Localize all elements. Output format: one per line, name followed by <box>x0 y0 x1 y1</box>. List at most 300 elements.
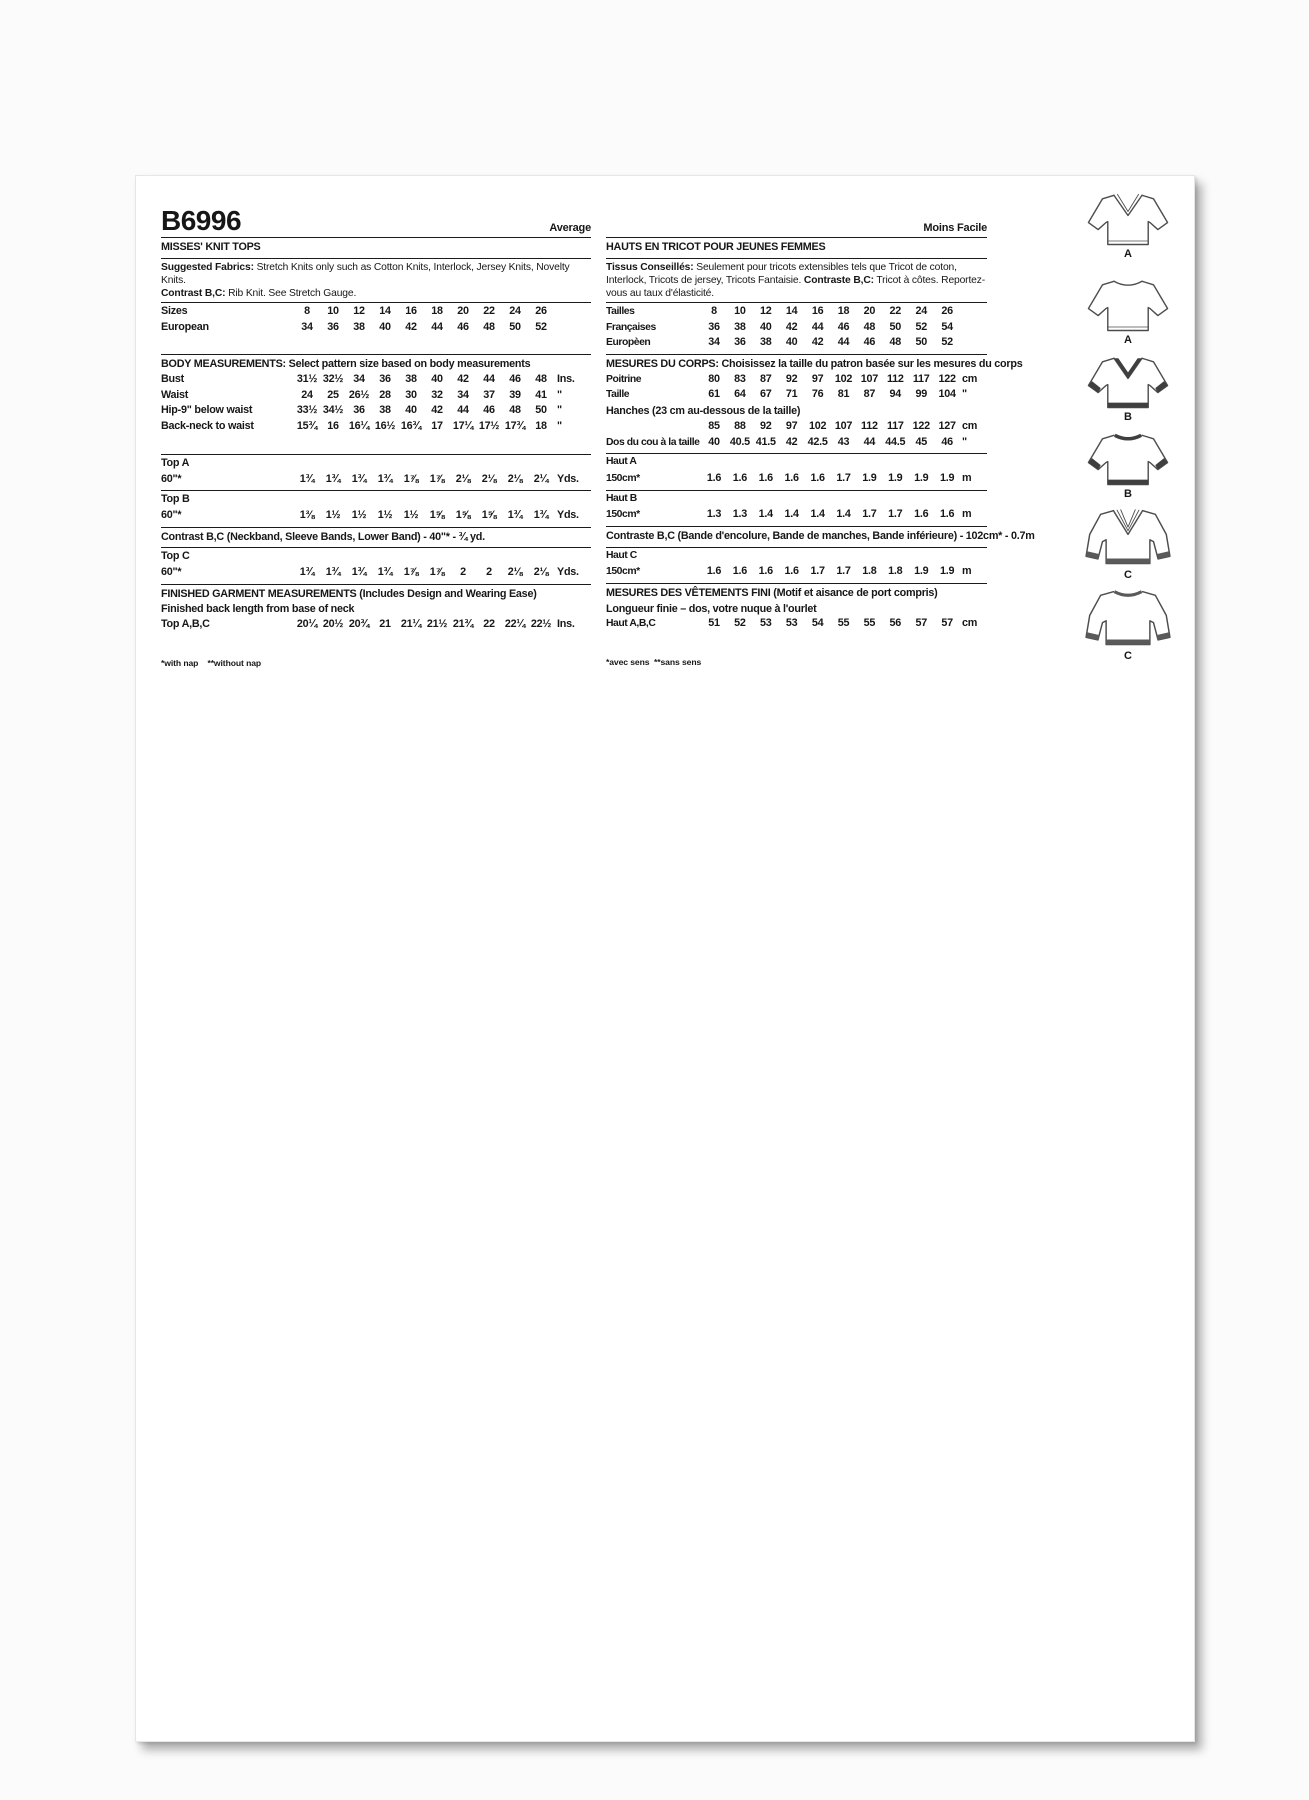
unit-cell: Yds. <box>557 472 579 485</box>
value-cell: 1¾ <box>377 565 393 578</box>
value-cell: 87 <box>760 372 772 385</box>
value-cell: 85 <box>708 419 720 432</box>
row-values <box>294 420 554 432</box>
value-cell: 1.6 <box>706 565 722 578</box>
table-row <box>606 565 987 581</box>
value-cell: 31½ <box>296 373 318 386</box>
unit-cell: m <box>962 565 972 578</box>
nap-footnote-fr <box>606 657 987 667</box>
value-cell: 48 <box>535 373 547 386</box>
value-cell: 1½ <box>351 508 367 521</box>
value-cell: 40 <box>708 435 720 448</box>
row-label: 60"* <box>161 508 182 521</box>
spacer <box>161 336 591 352</box>
value-cell: 24 <box>509 304 521 317</box>
top-c-front-illustration <box>1082 507 1174 569</box>
difficulty-label-en: Average <box>549 222 591 234</box>
value-cell: 104 <box>938 388 956 401</box>
row-label: Top A <box>161 456 190 469</box>
value-cell: 44 <box>811 320 824 333</box>
nap-footnote-en <box>161 658 591 668</box>
bold-text: Contrast B,C (Neckband, Sleeve Bands, Lower Band) <box>161 530 421 543</box>
bold-text: Tissus Conseillés: <box>606 261 694 273</box>
top-c-back-illustration <box>1082 588 1174 650</box>
value-cell: 1.9 <box>914 565 929 578</box>
longueur-finie-heading <box>606 602 987 618</box>
contrast-note-en <box>161 530 591 546</box>
value-cell: 40 <box>785 336 798 349</box>
garment-illustrations <box>1078 190 1178 669</box>
value-cell: 22¼ <box>504 618 526 631</box>
value-cell: 39 <box>509 388 521 401</box>
value-cell: 1.7 <box>810 565 825 578</box>
value-cell: 17¾ <box>504 420 526 433</box>
value-cell: 34 <box>301 320 313 333</box>
value-cell: 8 <box>711 304 717 317</box>
row-label: 150cm* <box>606 566 640 578</box>
value-cell: 1⅝ <box>455 508 471 521</box>
row-values <box>294 321 554 333</box>
unit-cell: " <box>557 388 562 401</box>
title-row <box>161 202 591 235</box>
top-b-back-illustration <box>1082 430 1174 488</box>
english-column <box>161 202 591 668</box>
value-cell: 1.3 <box>706 508 722 521</box>
garment-label: A <box>1124 248 1132 260</box>
text: - 40"* - ¾ yd. <box>420 530 485 543</box>
value-cell: 1.6 <box>706 471 722 484</box>
value-cell: 48 <box>509 404 521 417</box>
table-row <box>161 373 591 389</box>
divider-rule <box>161 454 591 455</box>
table-row <box>161 404 591 420</box>
bold-text: Finished back length from base of neck <box>161 603 355 616</box>
table-row <box>606 436 987 452</box>
value-cell: 40 <box>379 320 391 333</box>
value-cell: 122 <box>938 372 956 385</box>
spacer <box>606 633 987 657</box>
row-label: Poitrine <box>606 373 642 385</box>
row-values <box>701 617 960 629</box>
bold-text: Longueur finie – dos, votre nuque à l'ourlet <box>606 602 817 615</box>
row-label: Haut B <box>606 492 637 504</box>
value-cell: 97 <box>785 419 798 432</box>
value-cell: 24 <box>301 388 313 401</box>
value-cell: 43 <box>837 435 850 448</box>
bold-text: Hanches (23 cm au-dessous de la taille) <box>606 405 801 418</box>
value-cell: 38 <box>734 320 746 333</box>
text: - 102cm* - 0.7m <box>956 529 1035 542</box>
garment-label: A <box>1124 334 1132 346</box>
table-row <box>606 493 987 509</box>
value-cell: 45 <box>915 435 927 448</box>
value-cell: 1½ <box>403 508 419 521</box>
bold-text: Contraste B,C: <box>803 274 874 286</box>
hanches-heading <box>606 404 987 420</box>
divider-rule <box>161 547 591 548</box>
value-cell: 8 <box>304 304 310 317</box>
value-cell: 44 <box>837 336 850 349</box>
value-cell: 44 <box>431 320 443 333</box>
table-row <box>606 388 987 404</box>
value-cell: 2⅛ <box>507 565 523 578</box>
value-cell: 2⅛ <box>507 472 523 485</box>
value-cell: 1.9 <box>939 565 955 578</box>
value-cell: 1¾ <box>325 472 341 485</box>
value-cell: 34 <box>457 388 469 401</box>
value-cell: 46 <box>837 320 850 333</box>
value-cell: 55 <box>837 617 850 630</box>
value-cell: 1½ <box>377 508 393 521</box>
value-cell: 1.6 <box>758 565 773 578</box>
value-cell: 81 <box>837 388 850 401</box>
row-values <box>701 321 960 333</box>
value-cell: 94 <box>889 388 902 401</box>
value-cell: 36 <box>327 320 339 333</box>
bold-text: Suggested Fabrics: <box>161 261 254 273</box>
value-cell: 20¼ <box>296 618 318 631</box>
value-cell: 1.8 <box>862 565 877 578</box>
value-cell: 1.6 <box>810 471 825 484</box>
value-cell: 1.4 <box>836 508 851 521</box>
value-cell: 1.9 <box>939 471 955 484</box>
value-cell: 2¼ <box>533 472 549 485</box>
value-cell: 16 <box>405 304 417 317</box>
value-cell: 1.4 <box>784 508 799 521</box>
value-cell: 52 <box>734 617 746 630</box>
value-cell: 22½ <box>530 618 552 631</box>
garment-view-b-front <box>1078 353 1178 423</box>
table-row <box>161 618 591 634</box>
value-cell: 92 <box>785 372 798 385</box>
unit-cell: " <box>962 388 967 401</box>
value-cell: 2 <box>486 565 492 578</box>
value-cell: 22 <box>483 618 495 631</box>
section-title-en <box>161 240 591 256</box>
value-cell: 1.6 <box>732 565 747 578</box>
row-label: 150cm* <box>606 472 640 484</box>
value-cell: 50 <box>889 320 902 333</box>
unit-cell: " <box>557 404 562 417</box>
value-cell: 1.8 <box>888 565 903 578</box>
row-values <box>294 509 554 521</box>
divider-rule <box>161 527 591 528</box>
value-cell: 14 <box>785 304 798 317</box>
value-cell: 46 <box>483 404 495 417</box>
row-values <box>294 618 554 630</box>
value-cell: 34 <box>353 373 365 386</box>
value-cell: 1⅞ <box>429 565 445 578</box>
value-cell: 61 <box>708 388 720 401</box>
value-cell: 48 <box>483 320 495 333</box>
value-cell: 44 <box>457 404 469 417</box>
row-values <box>701 420 960 432</box>
fabrics-note-fr <box>606 261 987 300</box>
top-b-front-illustration <box>1082 353 1174 411</box>
value-cell: 1.9 <box>888 471 903 484</box>
value-cell: 127 <box>938 419 956 432</box>
value-cell: 1⅞ <box>403 472 419 485</box>
value-cell: 44 <box>863 435 876 448</box>
top-a-front-illustration <box>1082 190 1174 248</box>
text: Rib Knit. See Stretch Gauge. <box>225 287 357 299</box>
garment-label: B <box>1124 488 1132 500</box>
value-cell: 55 <box>863 617 876 630</box>
table-row <box>606 550 987 566</box>
row-values <box>294 473 554 485</box>
value-cell: 97 <box>811 372 824 385</box>
row-values <box>701 373 960 385</box>
table-row <box>606 373 987 389</box>
value-cell: 1½ <box>325 508 341 521</box>
value-cell: 1.6 <box>758 471 773 484</box>
divider-rule <box>161 490 591 491</box>
row-label: Haut C <box>606 549 637 561</box>
french-column <box>606 202 1035 668</box>
pattern-number: B6996 <box>161 205 242 236</box>
row-label: Françaises <box>606 321 656 333</box>
value-cell: 22 <box>889 304 902 317</box>
table-row <box>161 321 591 337</box>
value-cell: 1.3 <box>732 508 747 521</box>
bold-text: FINISHED GARMENT MEASUREMENTS (Includes Design and Wearing Ease) <box>161 587 537 600</box>
row-values <box>294 404 554 416</box>
table-row <box>606 321 987 337</box>
table-row <box>161 473 591 489</box>
table-row <box>161 457 591 473</box>
value-cell: 107 <box>834 419 853 432</box>
value-cell: 1⅜ <box>299 508 315 521</box>
table-row <box>606 617 987 633</box>
row-values <box>701 508 960 520</box>
value-cell: 28 <box>379 388 391 401</box>
text: Stretch Knits only such as Cotton Knits, Interlock, Jersey Knits, Novelty Knits. <box>161 261 570 286</box>
value-cell: 1.6 <box>732 471 747 484</box>
row-label: Bust <box>161 373 184 386</box>
divider-rule <box>606 547 987 548</box>
value-cell: 26 <box>941 304 953 317</box>
value-cell: 38 <box>760 336 772 349</box>
value-cell: 41.5 <box>755 435 776 448</box>
value-cell: 117 <box>886 419 904 432</box>
text: *with nap **without nap <box>161 657 262 668</box>
value-cell: 18 <box>431 304 443 317</box>
divider-rule <box>606 258 987 259</box>
value-cell: 42 <box>785 435 798 448</box>
value-cell: 1.6 <box>914 508 929 521</box>
garment-view-c-front <box>1078 507 1178 581</box>
value-cell: 42 <box>405 320 417 333</box>
value-cell: 42 <box>811 336 824 349</box>
value-cell: 21½ <box>426 618 448 631</box>
unit-cell: cm <box>962 419 978 432</box>
value-cell: 1.7 <box>888 508 903 521</box>
unit-cell: Ins. <box>557 618 575 631</box>
value-cell: 38 <box>379 404 391 417</box>
table-row <box>161 389 591 405</box>
value-cell: 42.5 <box>807 435 828 448</box>
value-cell: 36 <box>353 404 365 417</box>
divider-rule <box>606 453 987 454</box>
value-cell: 17¼ <box>452 420 474 433</box>
table-row <box>161 566 591 582</box>
value-cell: 17 <box>431 420 443 433</box>
table-row <box>161 550 591 566</box>
divider-rule <box>606 526 987 527</box>
value-cell: 40 <box>405 404 417 417</box>
value-cell: 2 <box>460 565 466 578</box>
value-cell: 1⅞ <box>403 565 419 578</box>
value-cell: 24 <box>915 304 927 317</box>
value-cell: 87 <box>863 388 876 401</box>
value-cell: 46 <box>457 320 469 333</box>
table-row <box>161 305 591 321</box>
row-values <box>294 373 554 385</box>
value-cell: 20 <box>457 304 469 317</box>
value-cell: 122 <box>912 419 930 432</box>
value-cell: 46 <box>509 373 521 386</box>
bold-text: HAUTS EN TRICOT POUR JEUNES FEMMES <box>606 241 826 253</box>
table-row <box>161 493 591 509</box>
value-cell: 1¾ <box>377 472 393 485</box>
value-cell: 2⅛ <box>455 472 471 485</box>
row-label: Top A,B,C <box>161 618 210 631</box>
value-cell: 92 <box>760 419 772 432</box>
value-cell: 18 <box>535 420 547 433</box>
value-cell: 20 <box>863 304 876 317</box>
bold-text: Contraste B,C (Bande d'encolure, Bande de manches, Bande inférieure) <box>606 529 957 542</box>
value-cell: 46 <box>941 435 953 448</box>
value-cell: 26 <box>535 304 547 317</box>
row-label: Top C <box>161 550 190 563</box>
value-cell: 57 <box>915 617 927 630</box>
table-row <box>606 305 987 321</box>
row-label: Haut A <box>606 456 637 468</box>
value-cell: 57 <box>941 617 953 630</box>
value-cell: 50 <box>509 320 521 333</box>
row-label: Back-neck to waist <box>161 420 254 433</box>
value-cell: 1.9 <box>862 471 877 484</box>
row-values <box>701 565 960 577</box>
value-cell: 42 <box>785 320 798 333</box>
garment-view-a-back <box>1078 276 1178 346</box>
value-cell: 40.5 <box>729 435 750 448</box>
value-cell: 34½ <box>322 404 344 417</box>
value-cell: 10 <box>327 304 339 317</box>
value-cell: 1¾ <box>351 565 367 578</box>
value-cell: 21¾ <box>452 618 474 631</box>
divider-rule <box>161 258 591 259</box>
value-cell: 12 <box>353 304 365 317</box>
contrast-note-fr <box>606 529 1035 545</box>
value-cell: 36 <box>734 336 746 349</box>
mesures-vetements-heading <box>606 586 987 602</box>
value-cell: 15¾ <box>296 420 318 433</box>
value-cell: 50 <box>535 404 547 417</box>
value-cell: 64 <box>734 388 746 401</box>
value-cell: 36 <box>708 320 720 333</box>
value-cell: 1.4 <box>758 508 773 521</box>
value-cell: 32 <box>431 388 443 401</box>
table-row <box>161 509 591 525</box>
mesures-du-corps-heading <box>606 357 1023 373</box>
value-cell: 102 <box>808 419 827 432</box>
garment-view-b-back <box>1078 430 1178 500</box>
value-cell: 16 <box>811 304 824 317</box>
value-cell: 33½ <box>296 404 318 417</box>
value-cell: 54 <box>811 617 824 630</box>
row-label: Taille <box>606 389 630 401</box>
value-cell: 46 <box>863 336 876 349</box>
value-cell: 52 <box>535 320 547 333</box>
unit-cell: " <box>557 420 562 433</box>
row-values <box>294 389 554 401</box>
value-cell: 112 <box>886 372 904 385</box>
value-cell: 1¾ <box>351 472 367 485</box>
value-cell: 2⅛ <box>481 472 497 485</box>
fabrics-note-en <box>161 261 591 300</box>
value-cell: 107 <box>860 372 879 385</box>
value-cell: 16¼ <box>348 420 370 433</box>
value-cell: 1.6 <box>939 508 955 521</box>
value-cell: 44 <box>483 373 495 386</box>
row-label: European <box>161 320 209 333</box>
value-cell: 16½ <box>374 420 396 433</box>
value-cell: 53 <box>785 617 798 630</box>
divider-rule <box>161 584 591 585</box>
value-cell: 38 <box>405 373 417 386</box>
table-row <box>606 456 987 472</box>
value-cell: 42 <box>431 404 443 417</box>
garment-view-c-back <box>1078 588 1178 662</box>
section-title-fr <box>606 240 987 256</box>
unit-cell: cm <box>962 372 978 385</box>
unit-cell: Yds. <box>557 508 579 521</box>
bold-text: MISSES' KNIT TOPS <box>161 241 261 253</box>
text: Seulement pour tricots extensibles tels que Tricot de coton, Interlock, Tricots de jersey, Tricots Fantaisie. <box>606 261 957 286</box>
value-cell: 1.6 <box>784 565 799 578</box>
divider-rule <box>606 354 987 355</box>
divider-rule <box>606 583 987 584</box>
value-cell: 76 <box>811 388 824 401</box>
unit-cell: Yds. <box>557 565 579 578</box>
row-label: Sizes <box>161 304 188 317</box>
spacer <box>161 634 591 658</box>
value-cell: 25 <box>327 388 339 401</box>
value-cell: 71 <box>785 388 798 401</box>
value-cell: 1.4 <box>810 508 825 521</box>
value-cell: 14 <box>379 304 391 317</box>
value-cell: 117 <box>912 372 930 385</box>
value-cell: 32½ <box>322 373 344 386</box>
divider-rule <box>161 354 591 355</box>
value-cell: 1¾ <box>507 508 523 521</box>
title-row-fr <box>606 202 987 235</box>
value-cell: 56 <box>889 617 902 630</box>
bold-text: MESURES DU CORPS: Choisissez la taille du patron basée sur les mesures du corps <box>606 358 1023 371</box>
value-cell: 50 <box>915 336 927 349</box>
value-cell: 21¼ <box>400 618 422 631</box>
value-cell: 20½ <box>322 618 344 631</box>
row-label: Tailles <box>606 305 635 317</box>
row-label: 150cm* <box>606 509 640 521</box>
value-cell: 2⅛ <box>533 565 549 578</box>
value-cell: 67 <box>760 388 772 401</box>
unit-cell: cm <box>962 617 978 630</box>
divider-rule <box>606 237 987 238</box>
finished-length-heading <box>161 602 591 618</box>
row-values <box>294 566 554 578</box>
